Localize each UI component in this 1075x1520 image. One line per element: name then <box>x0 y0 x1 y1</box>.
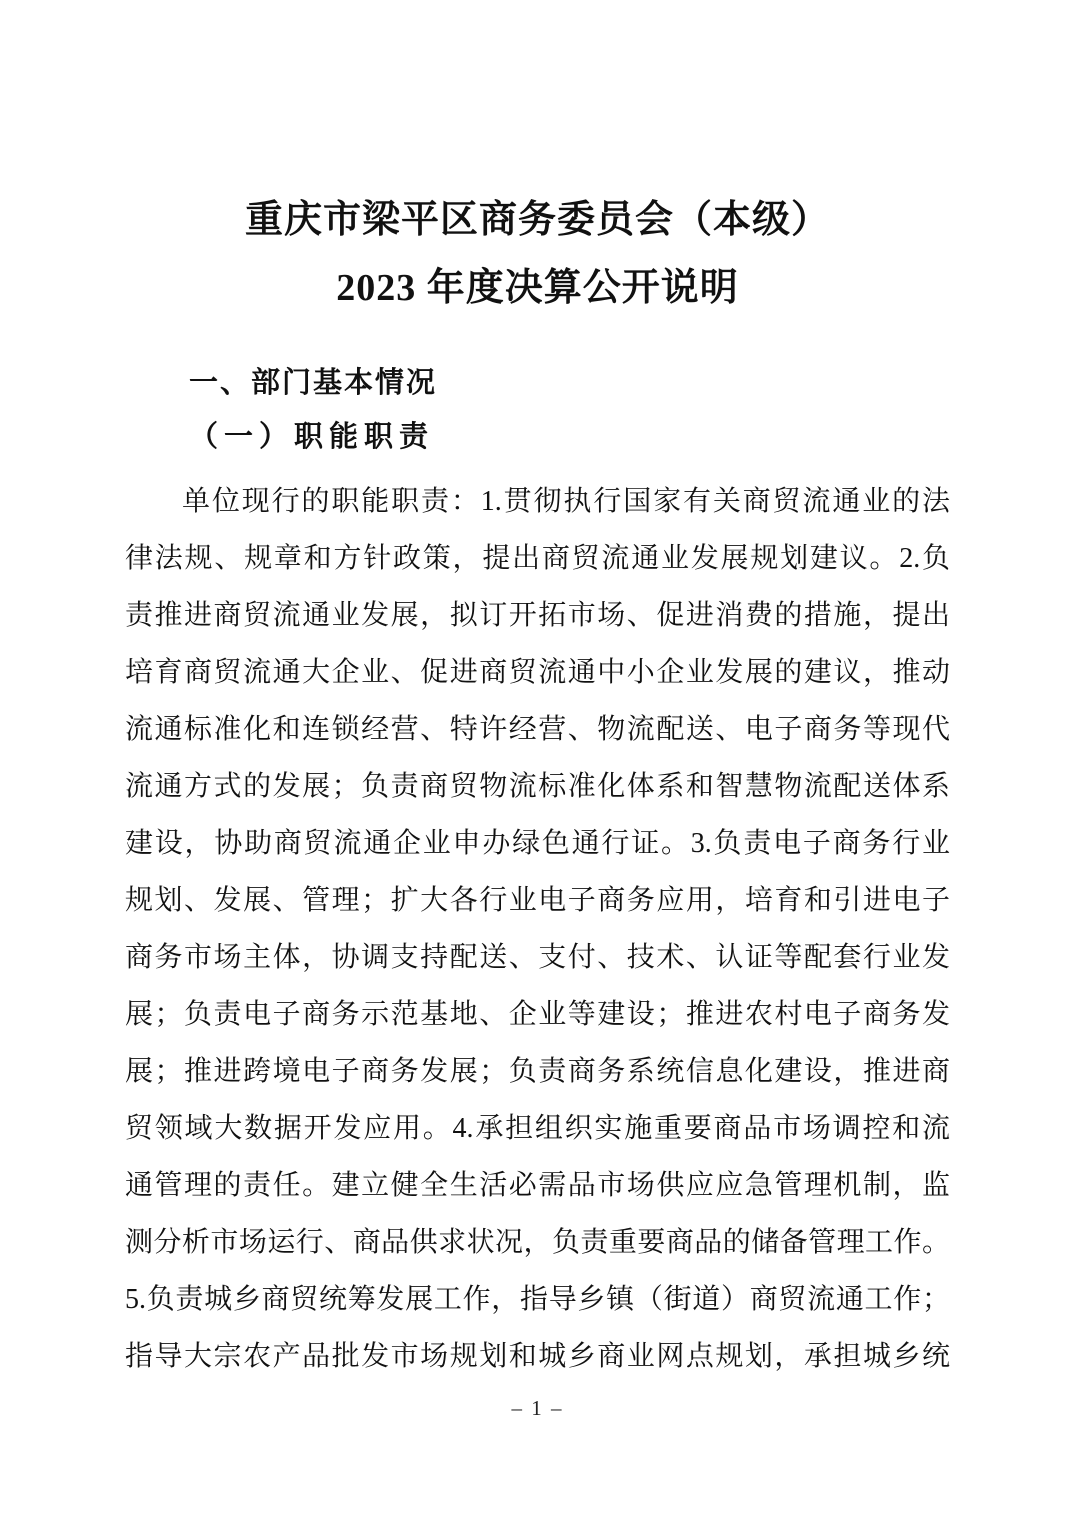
section-heading: 一、部门基本情况 <box>189 367 438 399</box>
body-line: 责推进商贸流通业发展，拟订开拓市场、促进消费的措施，提出 <box>125 600 950 631</box>
body-line: 流通标准化和连锁经营、特许经营、物流配送、电子商务等现代 <box>125 714 950 745</box>
body-line: 单位现行的职能职责：1.贯彻执行国家有关商贸流通业的法 <box>182 486 950 517</box>
paragraph-body <box>125 473 950 1385</box>
subsection-heading: （一）职能职责 <box>189 421 435 453</box>
page-number: – 1 – <box>511 1396 564 1420</box>
body-line: 规划、发展、管理；扩大各行业电子商务应用，培育和引进电子 <box>125 885 950 916</box>
body-line: 测分析市场运行、商品供求状况，负责重要商品的储备管理工作。 <box>125 1227 950 1258</box>
body-line: 流通方式的发展；负责商贸物流标准化体系和智慧物流配送体系 <box>125 771 950 802</box>
body-line: 展；负责电子商务示范基地、企业等建设；推进农村电子商务发 <box>125 999 950 1030</box>
body-line: 5.负责城乡商贸统筹发展工作，指导乡镇（街道）商贸流通工作； <box>125 1284 950 1315</box>
body-line: 律法规、规章和方针政策，提出商贸流通业发展规划建议。2.负 <box>125 543 950 574</box>
body-line: 商务市场主体，协调支持配送、支付、技术、认证等配套行业发 <box>125 942 950 973</box>
body-line: 展；推进跨境电子商务发展；负责商务系统信息化建设，推进商 <box>125 1056 950 1087</box>
body-line: 建设，协助商贸流通企业申办绿色通行证。3.负责电子商务行业 <box>125 828 950 859</box>
body-line: 培育商贸流通大企业、促进商贸流通中小企业发展的建议，推动 <box>125 657 950 688</box>
body-line: 指导大宗农产品批发市场规划和城乡商业网点规划，承担城乡统 <box>125 1341 950 1372</box>
body-line: 通管理的责任。建立健全生活必需品市场供应应急管理机制，监 <box>125 1170 950 1201</box>
document-title-line1: 重庆市梁平区商务委员会（本级） <box>244 199 830 241</box>
document-title-line2: 2023 年度决算公开说明 <box>336 267 739 309</box>
body-line: 贸领域大数据开发应用。4.承担组织实施重要商品市场调控和流 <box>125 1113 950 1144</box>
